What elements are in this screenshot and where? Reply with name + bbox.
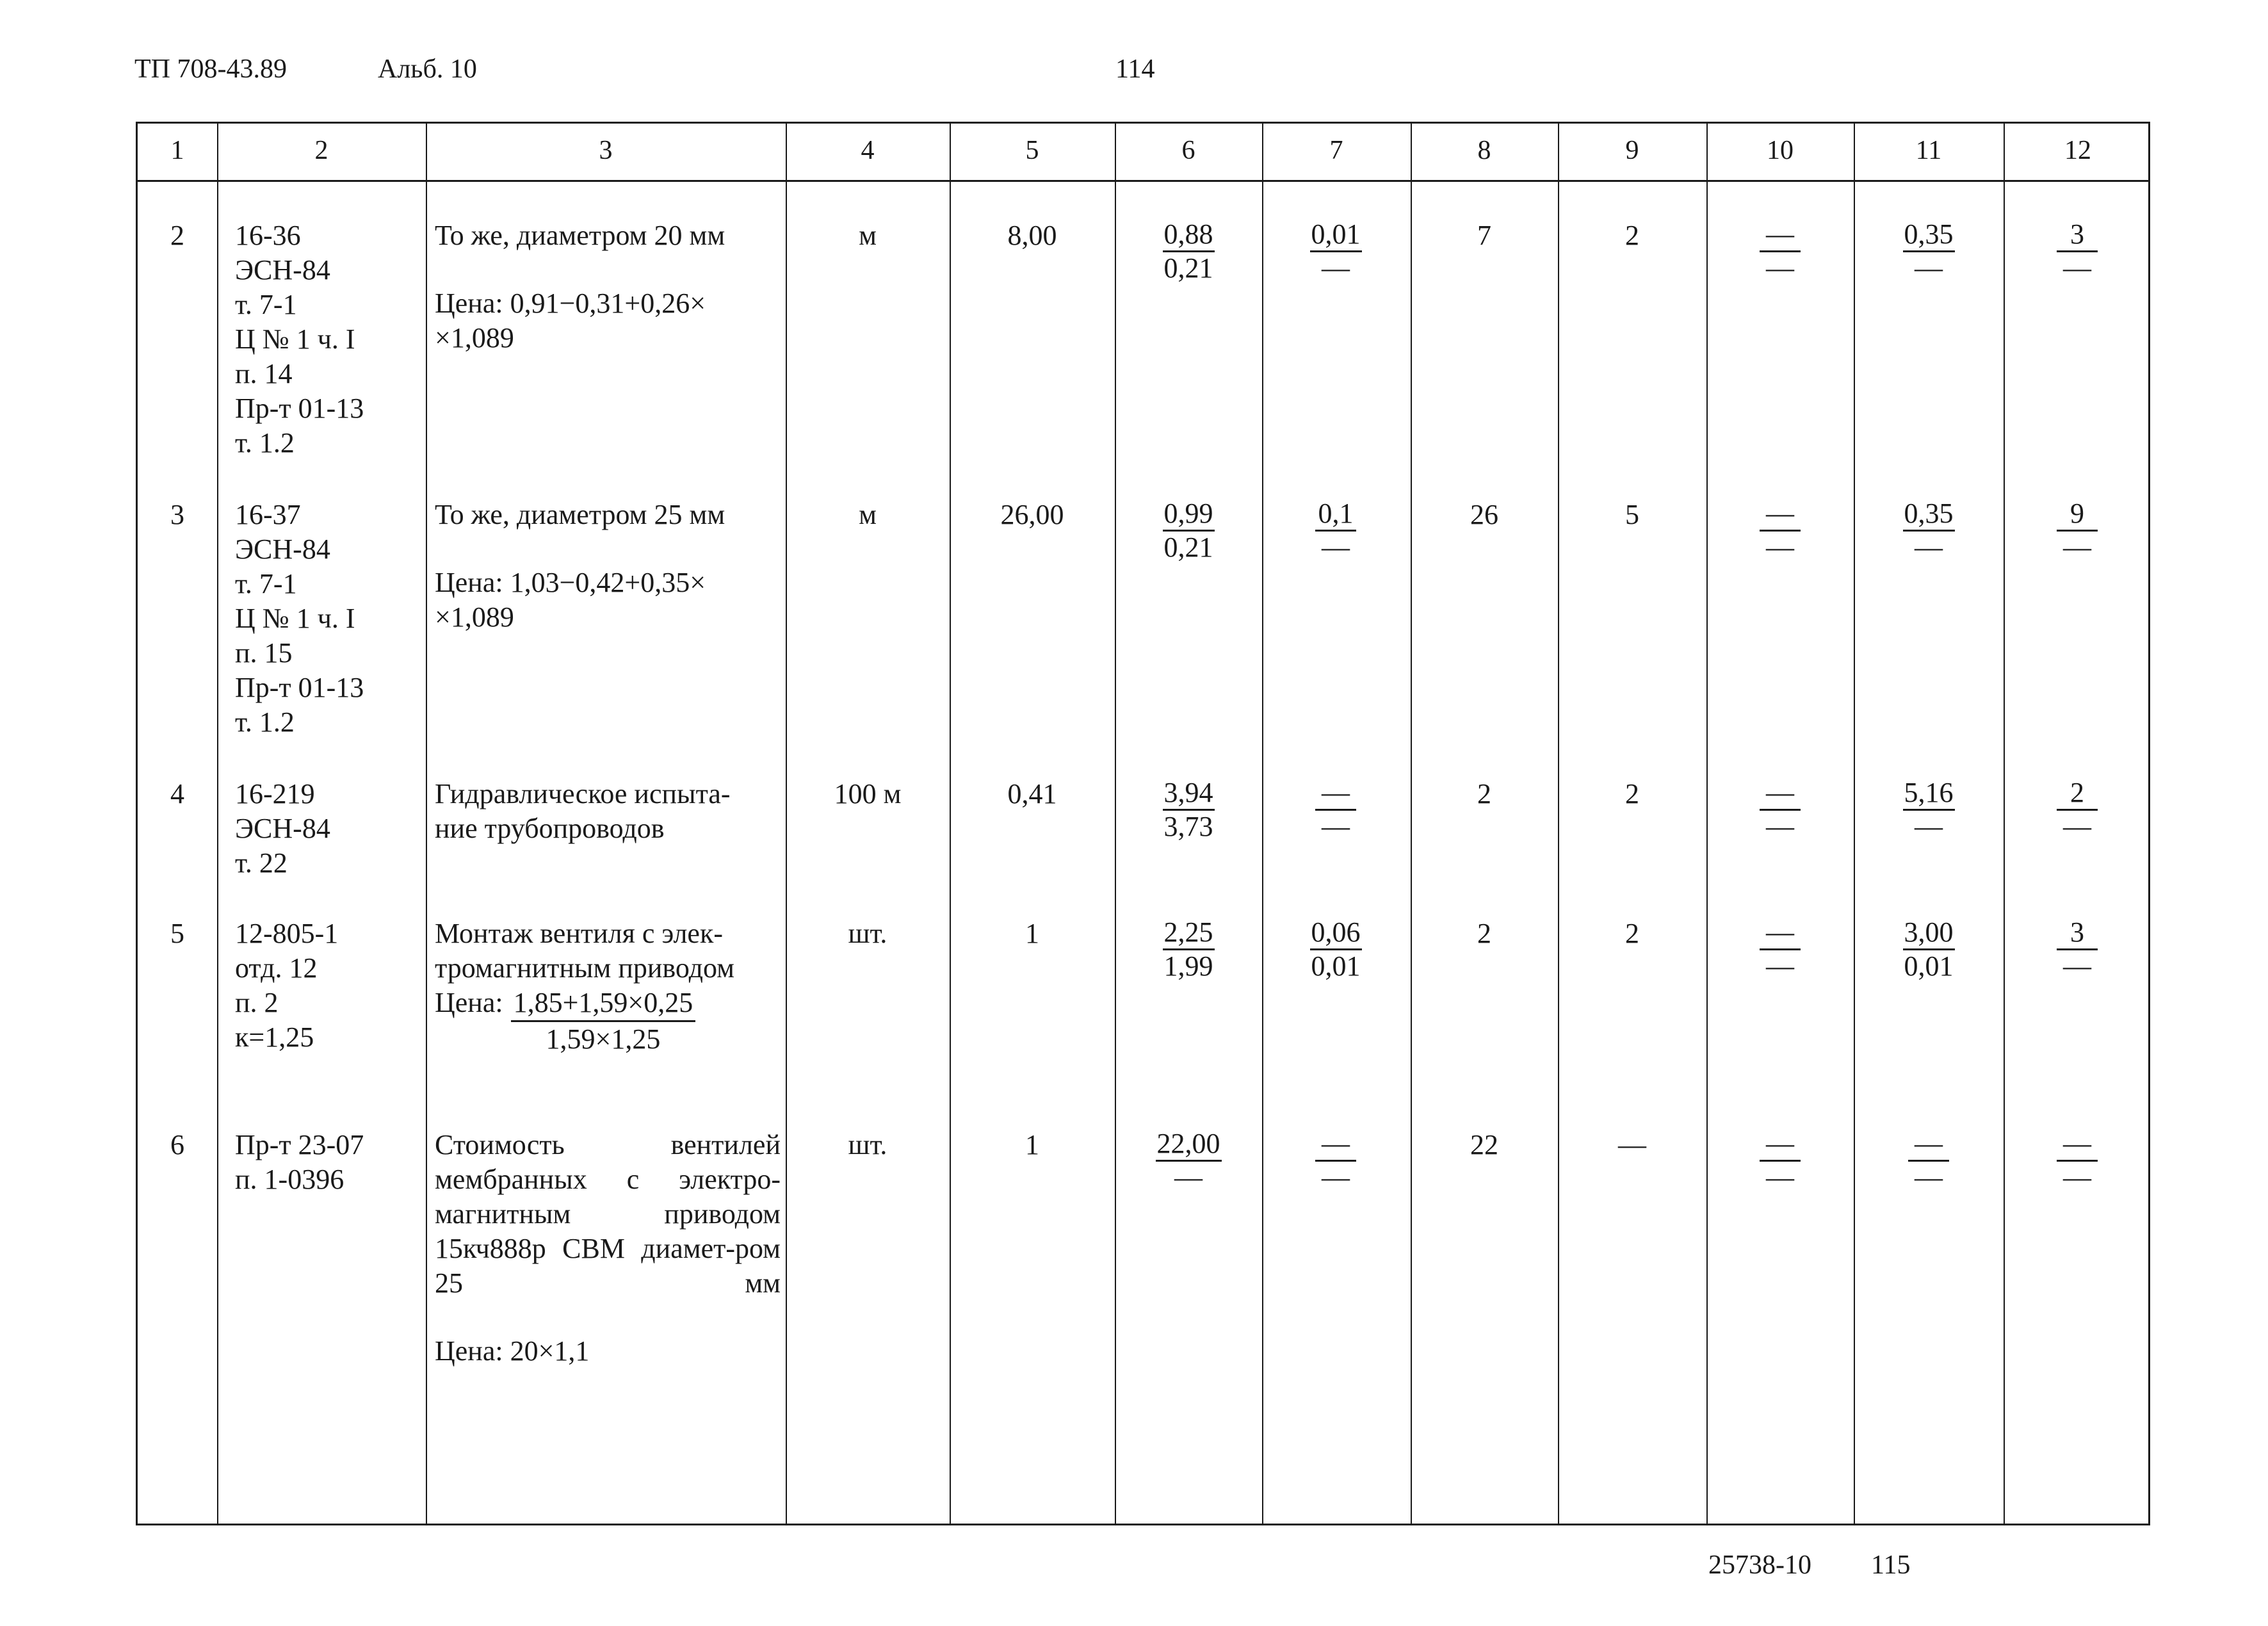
column-divider [426, 124, 427, 1524]
row-number: 4 [170, 778, 184, 809]
column-divider [1706, 124, 1708, 1524]
value-col9: 2 [1625, 220, 1639, 251]
cost-fraction [2023, 218, 2132, 284]
unit: м [859, 220, 877, 251]
numerator: 2,25 [1163, 916, 1215, 950]
value-col8: 26 [1470, 499, 1498, 530]
value-col8: 7 [1477, 220, 1491, 251]
cost-fraction [1134, 916, 1243, 982]
numerator: 2 [2057, 777, 2098, 811]
cost-fraction [2023, 498, 2132, 564]
cost-fraction [1726, 916, 1835, 982]
denominator: — [1766, 950, 1794, 982]
row-number: 3 [170, 499, 184, 530]
cost-fraction [2023, 1128, 2132, 1194]
numerator: — [1760, 777, 1801, 811]
numerator: 0,99 [1163, 498, 1215, 532]
column-number: 4 [861, 136, 875, 165]
column-number: 10 [1767, 136, 1794, 165]
numerator: — [1760, 1128, 1801, 1162]
value-col8: 22 [1470, 1129, 1498, 1160]
price-label: Цена: [435, 987, 503, 1018]
cost-fraction [1726, 1128, 1835, 1194]
value-col8: 2 [1477, 918, 1491, 949]
numerator: — [1315, 777, 1356, 811]
denominator: — [2063, 811, 2091, 842]
norm-reference: 16-219 ЭСН-84 т. 22 [235, 778, 330, 879]
column-number: 7 [1329, 136, 1343, 165]
numerator: 0,35 [1903, 218, 1955, 252]
denominator: — [1766, 811, 1794, 842]
value-col9: 2 [1625, 778, 1639, 809]
numerator: — [1760, 916, 1801, 950]
column-divider [786, 124, 787, 1524]
cost-fraction [1874, 1128, 1983, 1194]
work-description: Гидравлическое испыта- ние трубопроводов [435, 778, 731, 844]
price-formula: Цена: 20×1,1 [435, 1335, 590, 1367]
denominator: — [1766, 252, 1794, 284]
norm-reference: Пр-т 23-07 п. 1-0396 [235, 1129, 364, 1195]
cost-fraction [1281, 1128, 1390, 1194]
column-divider [1854, 124, 1855, 1524]
quantity: 8,00 [1007, 220, 1057, 251]
denominator: 0,01 [1904, 950, 1954, 982]
cost-fraction [1874, 218, 1983, 284]
denominator: 0,21 [1163, 252, 1213, 284]
cost-fraction [1134, 218, 1243, 284]
numerator: 3,00 [1903, 916, 1955, 950]
numerator: 0,01 [1310, 218, 1362, 252]
column-number: 8 [1477, 136, 1491, 165]
denominator: — [2063, 1162, 2091, 1193]
numerator: 9 [2057, 498, 2098, 532]
cost-fraction [1874, 498, 1983, 564]
denominator: — [1174, 1162, 1203, 1193]
column-number: 3 [599, 136, 613, 165]
column-number: 12 [2064, 136, 2091, 165]
numerator: 3 [2057, 218, 2098, 252]
work-description: То же, диаметром 20 мм [435, 220, 725, 251]
cost-fraction [1134, 498, 1243, 564]
numerator: 0,88 [1163, 218, 1215, 252]
denominator: — [1766, 1162, 1794, 1193]
work-description: Стоимость вентилей мембранных с электро-магнитным приводом 15кч888р СВМ диамет-ром 25 мм [435, 1129, 781, 1299]
numerator: 0,1 [1315, 498, 1356, 532]
document-code: ТП 708-43.89 [134, 54, 287, 84]
norm-reference: 12-805-1 отд. 12 п. 2 к=1,25 [235, 918, 339, 1053]
unit: шт. [848, 1129, 887, 1160]
column-divider [1558, 124, 1559, 1524]
cost-fraction [1281, 498, 1390, 564]
denominator: — [2063, 950, 2091, 982]
cost-fraction [1726, 498, 1835, 564]
row-number: 5 [170, 918, 184, 949]
denominator: — [1766, 532, 1794, 563]
column-number: 11 [1915, 136, 1942, 165]
row-number: 2 [170, 220, 184, 251]
numerator: — [1315, 1128, 1356, 1162]
numerator: 5,16 [1903, 777, 1955, 811]
cost-fraction [1874, 777, 1983, 843]
price-formula: Цена: 0,91−0,31+0,26× ×1,089 [435, 288, 706, 354]
denominator: — [1322, 252, 1350, 284]
column-number: 2 [314, 136, 328, 165]
footer-page-number: 115 [1871, 1550, 1911, 1580]
denominator: — [1915, 252, 1943, 284]
price-formula [435, 986, 695, 1057]
norm-reference: 16-36 ЭСН-84 т. 7-1 Ц № 1 ч. I п. 14 Пр-т 01-13 т. 1.2 [235, 220, 364, 459]
cost-fraction [1874, 916, 1983, 982]
row-number: 6 [170, 1129, 184, 1160]
value-col9: — [1618, 1129, 1646, 1160]
header-separator [138, 180, 2148, 182]
cost-fraction [1726, 777, 1835, 843]
column-divider [1262, 124, 1263, 1524]
numerator: 22,00 [1156, 1128, 1222, 1162]
norm-reference: 16-37 ЭСН-84 т. 7-1 Ц № 1 ч. I п. 15 Пр-т 01-13 т. 1.2 [235, 499, 364, 738]
column-number: 6 [1181, 136, 1195, 165]
denominator: — [1322, 811, 1350, 842]
denominator: 3,73 [1163, 811, 1213, 842]
column-number: 1 [170, 136, 184, 165]
cost-fraction [2023, 916, 2132, 982]
unit: 100 м [834, 778, 902, 809]
price-formula: Цена: 1,03−0,42+0,35× ×1,089 [435, 567, 706, 633]
quantity: 1 [1025, 918, 1039, 949]
value-col9: 5 [1625, 499, 1639, 530]
denominator: — [2063, 252, 2091, 284]
unit: шт. [848, 918, 887, 949]
column-divider [950, 124, 951, 1524]
unit: м [859, 499, 877, 530]
denominator: — [1322, 532, 1350, 563]
cost-fraction [2023, 777, 2132, 843]
cost-fraction [1134, 777, 1243, 843]
quantity: 1 [1025, 1129, 1039, 1160]
quantity: 26,00 [1000, 499, 1064, 530]
quantity: 0,41 [1007, 778, 1057, 809]
price-numerator: 1,85+1,59×0,25 [511, 986, 696, 1022]
denominator: — [2063, 532, 2091, 563]
numerator: — [1760, 218, 1801, 252]
numerator: — [1760, 498, 1801, 532]
price-denominator: 1,59×1,25 [546, 1023, 661, 1055]
page-number: 114 [1115, 54, 1155, 84]
denominator: — [1915, 1162, 1943, 1193]
footer-code: 25738-10 [1708, 1550, 1811, 1580]
estimate-table [136, 122, 2150, 1525]
denominator: 0,01 [1311, 950, 1361, 982]
numerator: 3 [2057, 916, 2098, 950]
numerator: — [2057, 1128, 2098, 1162]
cost-fraction [1134, 1128, 1243, 1194]
numerator: 3,94 [1163, 777, 1215, 811]
album-number: Альб. 10 [378, 54, 477, 84]
column-divider [2004, 124, 2005, 1524]
value-col8: 2 [1477, 778, 1491, 809]
numerator: 0,35 [1903, 498, 1955, 532]
work-description: Монтаж вентиля с элек- тромагнитным приводом [435, 918, 735, 984]
numerator: 0,06 [1310, 916, 1362, 950]
column-number: 9 [1625, 136, 1639, 165]
column-number: 5 [1025, 136, 1039, 165]
denominator: — [1322, 1162, 1350, 1193]
cost-fraction [1281, 916, 1390, 982]
column-divider [217, 124, 218, 1524]
work-description: То же, диаметром 25 мм [435, 499, 725, 530]
cost-fraction [1281, 218, 1390, 284]
cost-fraction [1281, 777, 1390, 843]
denominator: — [1915, 532, 1943, 563]
denominator: 1,99 [1163, 950, 1213, 982]
denominator: 0,21 [1163, 532, 1213, 563]
column-divider [1411, 124, 1412, 1524]
column-divider [1115, 124, 1116, 1524]
cost-fraction [1726, 218, 1835, 284]
numerator: — [1908, 1128, 1949, 1162]
price-fraction [511, 986, 696, 1057]
value-col9: 2 [1625, 918, 1639, 949]
denominator: — [1915, 811, 1943, 842]
